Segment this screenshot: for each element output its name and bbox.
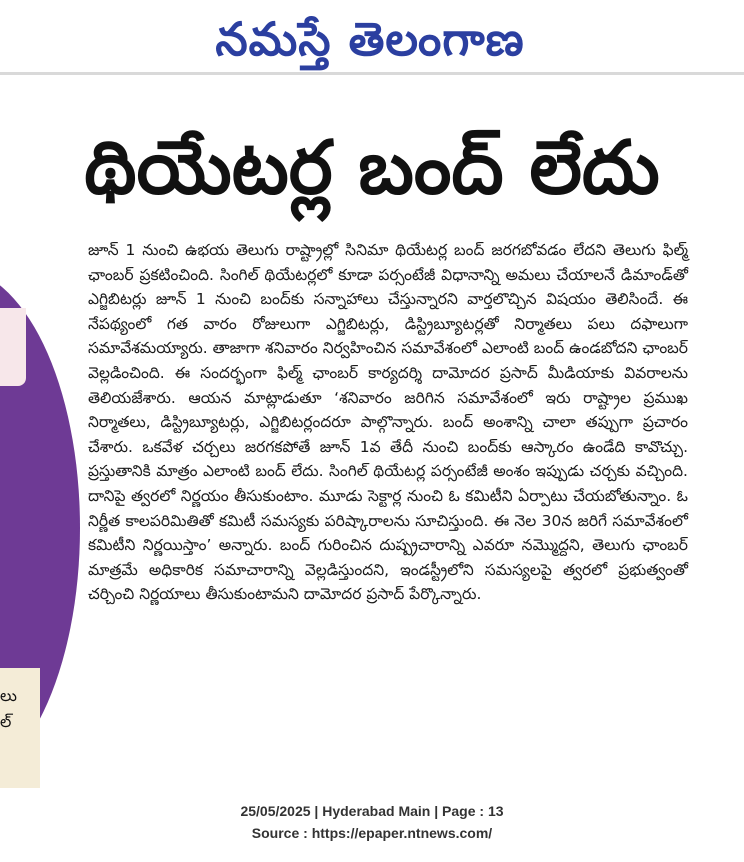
article-body (88, 238, 688, 607)
pink-panel (0, 308, 26, 386)
newspaper-masthead: నమస్తే తెలంగాణ (215, 12, 525, 66)
footer-date-edition: 25/05/2025 | Hyderabad Main | Page : 13 (240, 803, 504, 819)
footer-source-link[interactable]: Source : https://epaper.ntnews.com/ (251, 825, 493, 841)
adjacent-ad-graphic (0, 268, 80, 788)
left-text-fragment-1: లు (0, 686, 17, 705)
article-paragraph: జూన్ 1 నుంచి ఉభయ తెలుగు రాష్ట్రాల్లో సినిమా థియేటర్ల బంద్ జరగబోవడం లేదని తెలుగు ఫిల్మ్ ఛాంబర్ ప్రకటించింది. సింగిల్ థియేటర్లలో కూడా పర్సంటేజీ విధానాన్ని అమలు చేయాలనే డిమాండ్‌తో ఎగ్జిబిటర్లు జూన్ 1 నుంచి బంద్‌కు సన్నాహాలు చేస్తున్నారని వార్తలొచ్చిన విషయం తెలిసిందే. ఈ నేపథ్యంలో గత వారం రోజులుగా ఎగ్జిబిటర్లు, డిస్ట్రిబ్యూటర్లతో నిర్మాతలు పలు దఫాలుగా సమావేశమయ్యారు. తాజాగా శనివారం నిర్వహించిన సమావేశంలో ఎలాంటి బంద్ ఉండబోదని ఛాంబర్ వెల్లడించింది. ఈ సందర్భంగా ఫిల్మ్ ఛాంబర్ కార్యదర్శి దామోదర ప్రసాద్ మీడియాకు వివరాలను తెలియజేశారు. ఆయన మాట్లాడుతూ ‘శనివారం జరిగిన సమావేశంలో ఇరు రాష్ట్రాల ప్రముఖ నిర్మాతలు, డిస్ట్రిబ్యూటర్లు, ఎగ్జిబిటర్లందరూ పాల్గొన్నారు. బంద్ అంశాన్ని చాలా తప్పుగా ప్రచారం చేశారు. ఒకవేళ చర్చలు జరగకపోతే జూన్ 1వ తేదీ నుంచి బంద్‌కు ఆస్కారం ఉండేది కావొచ్చు. ప్రస్తుతానికి మాత్రం ఎలాంటి బంద్ లేదు. సింగిల్ థియేటర్ల పర్సంటేజీ అంశం ఇప్పుడు చర్చకు వచ్చింది. దానిపై త్వరలో నిర్ణయం తీసుకుంటాం. మూడు సెక్టార్ల నుంచి ఓ కమిటీని ఏర్పాటు చేయబోతున్నాం. ఓ నిర్ణీత కాలపరిమితితో కమిటీ సమస్యకు పరిష్కారాలను సూచిస్తుంది. ఈ నెల 30న జరిగే సమావేశంలో కమిటీని నిర్ణయిస్తాం’ అన్నారు. బంద్ గురించిన దుష్ప్రచారాన్ని ఎవరూ నమ్మొద్దని, తెలుగు ఛాంబర్ మాత్రమే అధికారిక సమాచారాన్ని వెల్లడిస్తుందని, ఇండస్ట్రీలోని సమస్యలపై త్వరలో ప్రభుత్వంతో చర్చించి నిర్ణయాలు తీసుకుంటామని దామోదర ప్రసాద్ పేర్కొన్నారు. (88, 241, 688, 604)
article-headline: థియేటర్ల బంద్‌ లేదు (84, 125, 660, 211)
page-footer (0, 800, 744, 844)
masthead-divider (0, 72, 744, 75)
left-text-fragment-2: ల్ (0, 712, 12, 731)
